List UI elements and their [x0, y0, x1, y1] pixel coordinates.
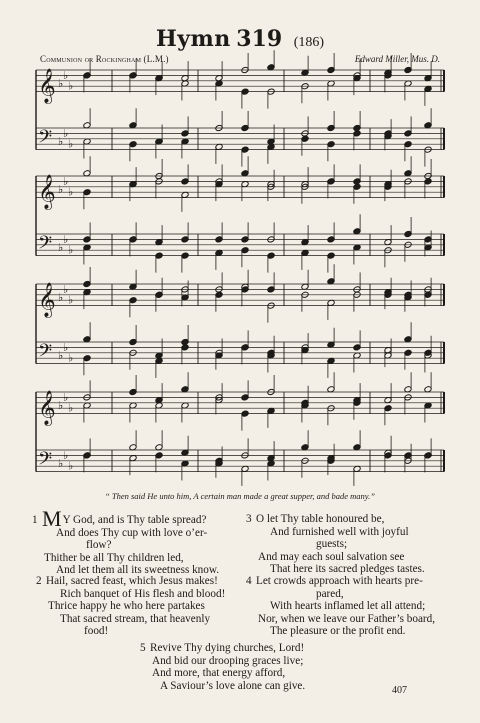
flat-sign: ♭	[58, 399, 64, 413]
flat-sign: ♭	[68, 401, 74, 415]
verse-number: 1	[32, 514, 38, 526]
flat-sign: ♭	[58, 135, 64, 149]
verse-line: And does Thy cup with love o’er-	[56, 526, 208, 539]
alt-hymn-number: (186)	[293, 35, 325, 50]
verse-number: 2	[36, 575, 42, 587]
flat-sign: ♭	[63, 174, 69, 188]
verse-2	[36, 575, 225, 638]
scripture-quote: “ Then said He unto him, A certain man made a great supper, and bade many.”	[105, 491, 375, 501]
flat-sign: ♭	[63, 232, 69, 246]
verse-line: And bid our drooping graces live;	[152, 654, 304, 667]
treble-clef: 𝄞	[38, 174, 56, 210]
verse-number: 4	[246, 575, 252, 587]
treble-clef: 𝄞	[38, 68, 56, 104]
verse-line: pared,	[316, 587, 344, 600]
verse-line: And furnished well with joyful	[270, 525, 409, 538]
tune-name: Communion or Rockingham (L.M.)	[40, 54, 169, 64]
flat-sign: ♭	[68, 459, 74, 473]
hymn-word: Hymn	[155, 26, 231, 52]
flat-sign: ♭	[68, 293, 74, 307]
verse-line: And let them all its sweetness know.	[56, 564, 220, 577]
verse-line: A Saviour’s love alone can give.	[160, 679, 306, 692]
verse-line: Revive Thy dying churches, Lord!	[150, 642, 305, 654]
verse-number: 3	[246, 513, 252, 525]
treble-clef: 𝄞	[38, 282, 56, 318]
flat-sign: ♭	[63, 68, 69, 82]
flat-sign: ♭	[58, 291, 64, 305]
flat-sign: ♭	[58, 183, 64, 197]
verse-line: Hail, sacred feast, which Jesus makes!	[46, 575, 218, 587]
flat-sign: ♭	[63, 448, 69, 462]
verse-line: The pleasure or the profit end.	[270, 625, 406, 638]
page-number: 407	[392, 685, 407, 696]
flat-sign: ♭	[58, 241, 64, 255]
flat-sign: ♭	[58, 77, 64, 91]
verse-line: And more, that energy afford,	[152, 667, 286, 680]
verse-line: That sacred stream, that heavenly	[60, 612, 211, 625]
verse-line: Thither be all Thy children led,	[44, 551, 184, 564]
treble-clef: 𝄞	[38, 390, 56, 426]
flat-sign: ♭	[68, 79, 74, 93]
bass-clef: 𝄢	[38, 341, 53, 367]
flat-sign: ♭	[68, 137, 74, 151]
flat-sign: ♭	[63, 282, 69, 296]
drop-cap: M	[42, 506, 62, 531]
flat-sign: ♭	[63, 340, 69, 354]
bass-clef: 𝄢	[38, 127, 53, 153]
flat-sign: ♭	[68, 351, 74, 365]
verse-line: guests;	[316, 538, 348, 551]
verse-line: With hearts inflamed let all attend;	[270, 600, 426, 613]
flat-sign: ♭	[58, 349, 64, 363]
bass-clef: 𝄢	[38, 233, 53, 259]
flat-sign: ♭	[68, 243, 74, 257]
verse-line: food!	[84, 625, 109, 638]
verse-3	[246, 513, 425, 576]
verse-line: O let Thy table honoured be,	[256, 513, 385, 525]
verse-line: Rich banquet of His flesh and blood!	[60, 587, 226, 600]
verse-4	[246, 575, 435, 638]
verse-line: Nor, when we leave our Father’s board,	[258, 612, 436, 625]
flat-sign: ♭	[68, 185, 74, 199]
verse-line: Thrice happy he who here partakes	[48, 600, 205, 613]
verse-line: Y God, and is Thy table spread?	[62, 514, 207, 526]
verse-line: That here its sacred pledges tastes.	[270, 563, 425, 576]
composer-credit: Edward Miller, Mus. D.	[354, 54, 440, 64]
flat-sign: ♭	[58, 457, 64, 471]
bass-clef: 𝄢	[38, 449, 53, 475]
verse-5	[140, 642, 305, 692]
verse-line: Let crowds approach with hearts pre-	[256, 575, 423, 587]
verse-number: 5	[140, 642, 146, 654]
verse-line: And may each soul salvation see	[258, 550, 405, 563]
flat-sign: ♭	[63, 126, 69, 140]
verse-1	[32, 506, 220, 577]
verse-line: flow?	[86, 539, 112, 552]
flat-sign: ♭	[63, 390, 69, 404]
hymn-number: 319	[236, 26, 283, 52]
